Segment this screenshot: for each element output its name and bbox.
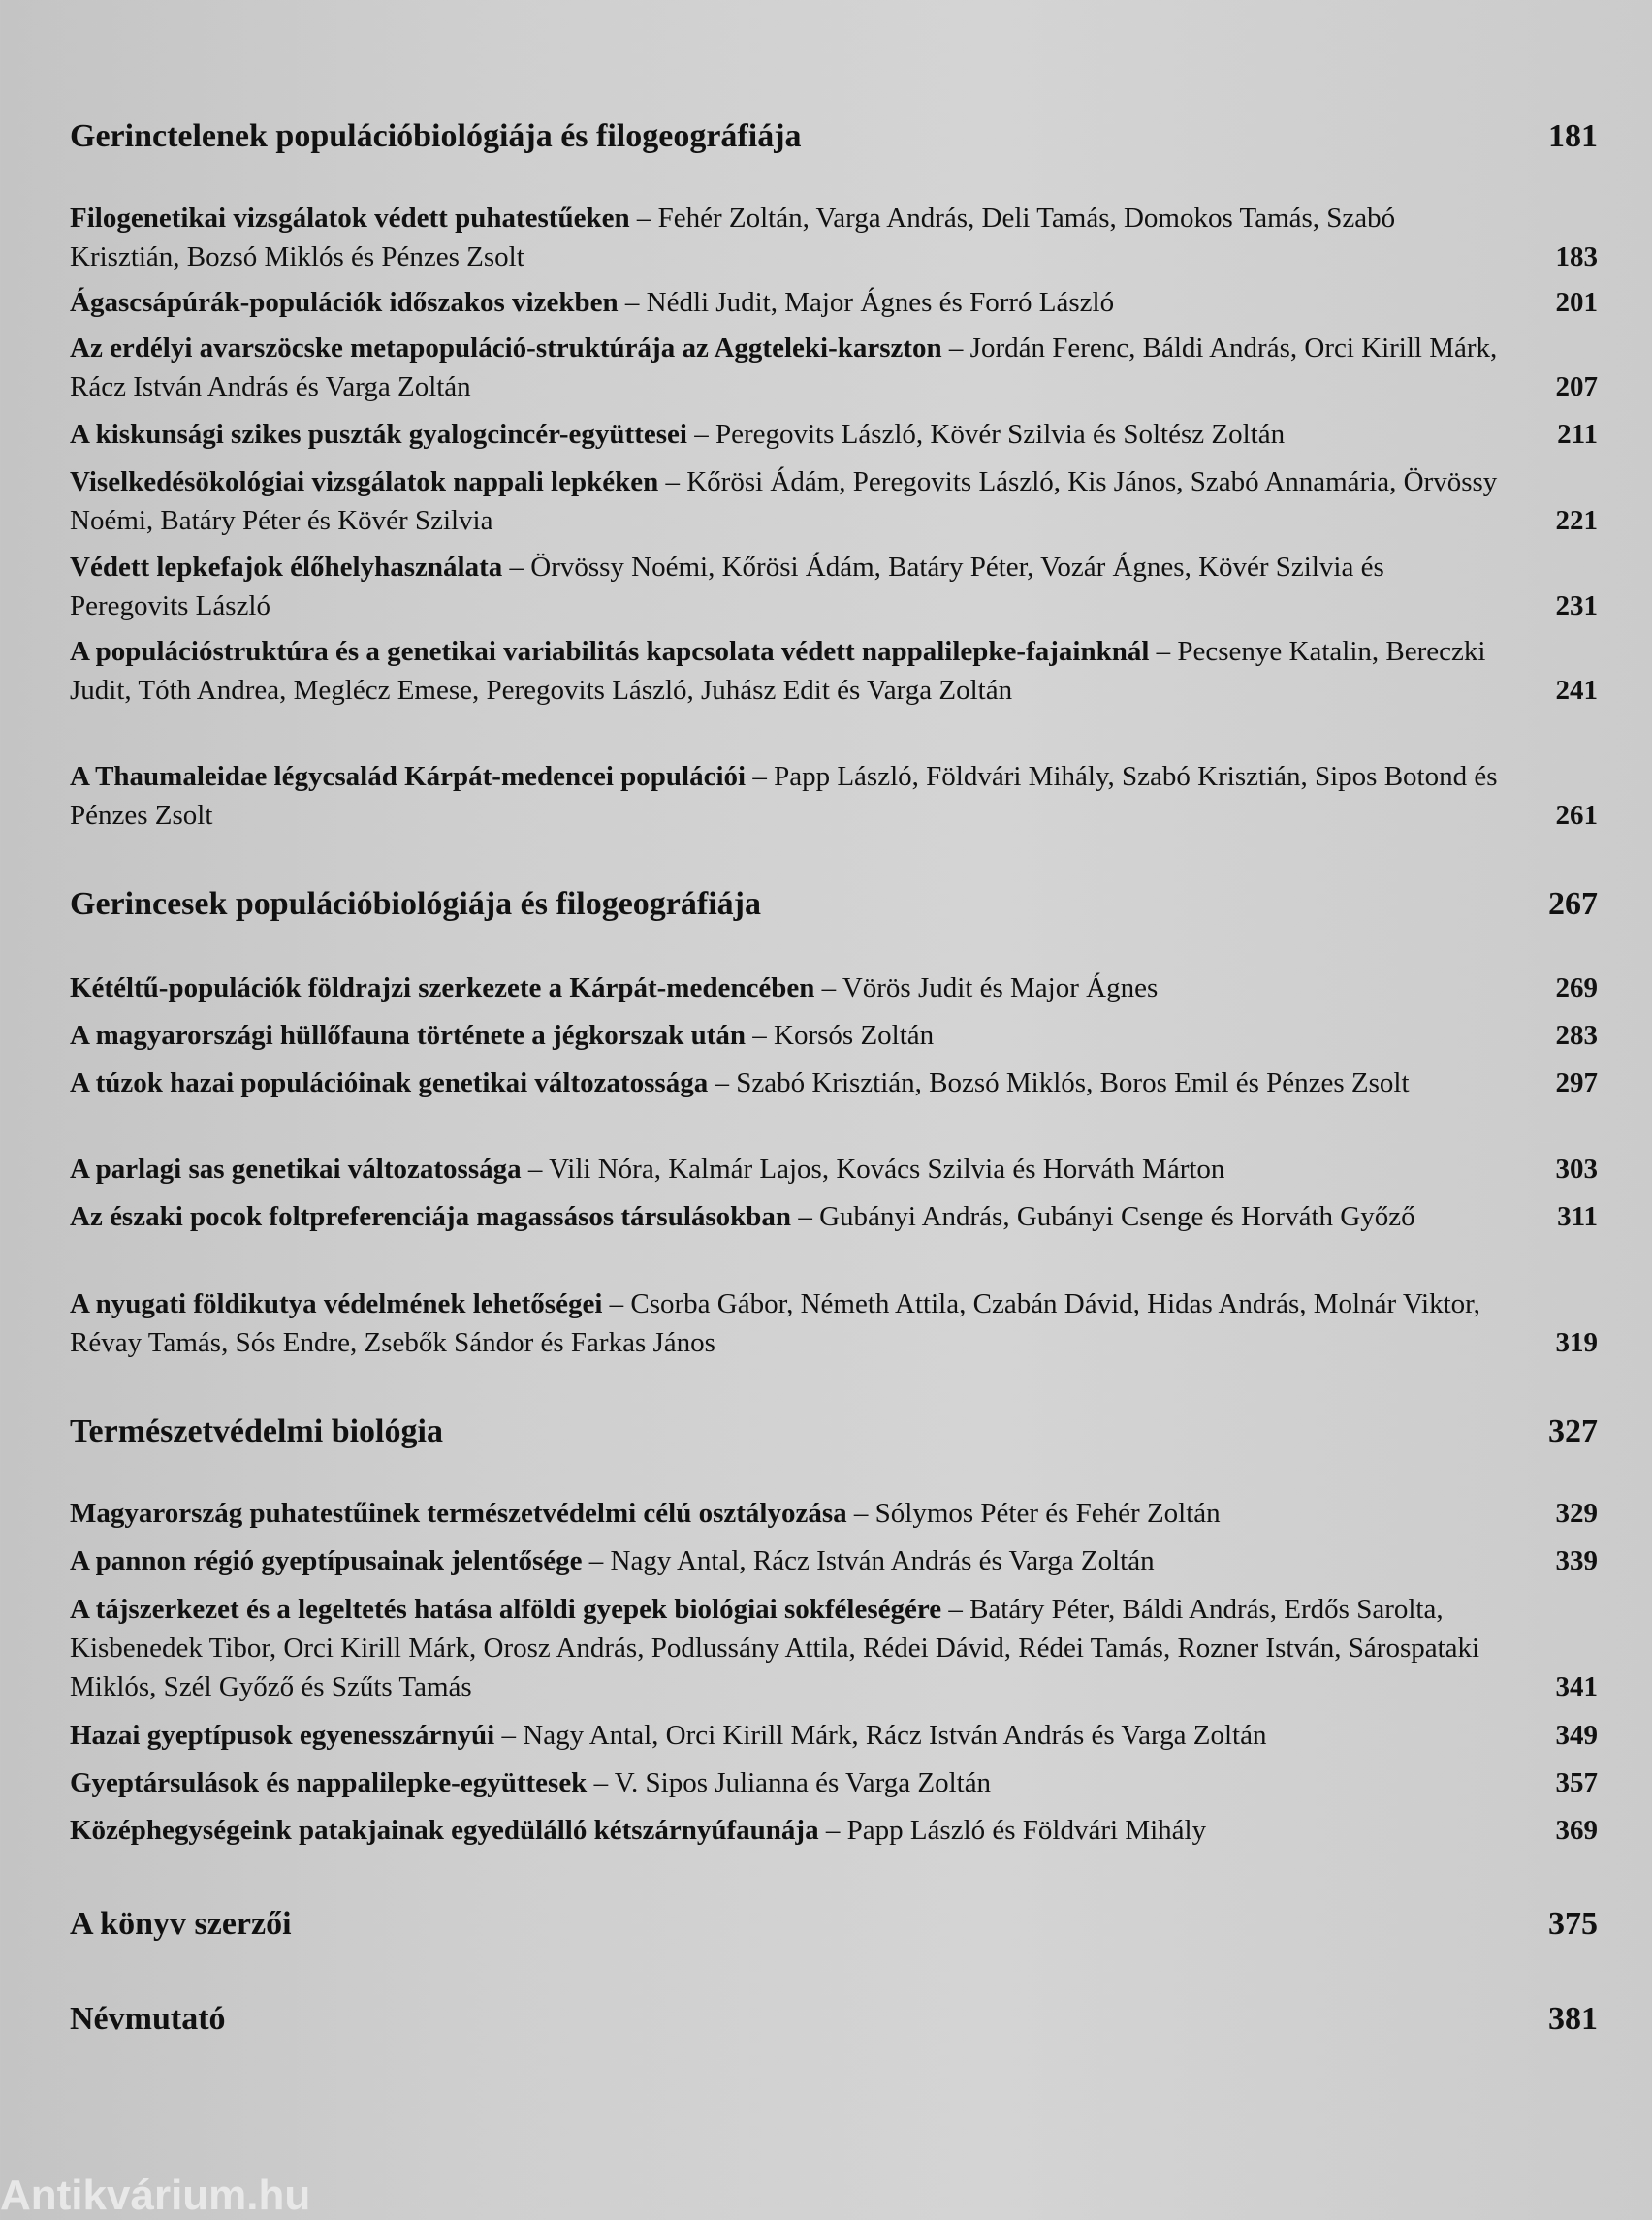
- entry-authors: – Batáry Péter, Báldi András, Erdős Sarolta, Kisbenedek Tibor, Orci Kirill Márk, Orosz András, Podlussány Attila, Rédei Dávid, Rédei Tamás, Rozner István, Sárospataki Miklós, Szél Győző és Szűts Tamás: [70, 1594, 1480, 1702]
- page-number: 267: [1548, 886, 1598, 922]
- entry-authors: – Kőrösi Ádám, Peregovits László, Kis János, Szabó Annamária, Örvössy Noémi, Batáry Péter és Kövér Szilvia: [70, 466, 1498, 536]
- page-number: 269: [1555, 972, 1598, 1003]
- entry-title: A túzok hazai populációinak genetikai változatossága: [70, 1067, 709, 1098]
- page-number: 357: [1555, 1767, 1598, 1798]
- entry-title: A nyugati földikutya védelmének lehetőségei: [70, 1288, 603, 1319]
- entry-authors: – Örvössy Noémi, Kőrösi Ádám, Batáry Péter, Vozár Ágnes, Kövér Szilvia és Peregovits László: [70, 552, 1384, 621]
- entry-authors: – Vili Nóra, Kalmár Lajos, Kovács Szilvia és Horváth Márton: [521, 1154, 1225, 1185]
- toc-entry: [70, 1016, 1598, 1055]
- entry-authors: – V. Sipos Julianna és Varga Zoltán: [587, 1767, 992, 1798]
- entry-title: A populációstruktúra és a genetikai variabilitás kapcsolata védett nappalilepke-fajainknál: [70, 636, 1150, 667]
- toc-entry: [70, 968, 1598, 1007]
- page-number: 211: [1557, 419, 1598, 450]
- page-number: 181: [1548, 118, 1598, 154]
- page-number: 369: [1555, 1815, 1598, 1846]
- toc-entry: [70, 632, 1598, 710]
- page-number: 375: [1548, 1906, 1598, 1942]
- entry-title: Ágascsápúrák-populációk időszakos vizekben: [70, 287, 619, 318]
- toc-entry: [70, 1197, 1598, 1236]
- section-title: Névmutató: [70, 2001, 226, 2037]
- toc-entry: [70, 548, 1598, 625]
- entry-title: Az északi pocok foltpreferenciája magassásos társulásokban: [70, 1201, 792, 1232]
- entry-title: A parlagi sas genetikai változatossága: [70, 1154, 522, 1185]
- section-title: Természetvédelmi biológia: [70, 1413, 443, 1449]
- page-number: 221: [1555, 505, 1598, 536]
- page-number: 311: [1557, 1201, 1598, 1232]
- page-number: 349: [1555, 1720, 1598, 1751]
- entry-authors: – Gubányi András, Gubányi Csenge és Horváth Győző: [791, 1201, 1415, 1232]
- toc-entry: [70, 1541, 1598, 1580]
- page-number: 283: [1555, 1020, 1598, 1051]
- toc-entry: [70, 1763, 1598, 1802]
- entry-title: A pannon régió gyeptípusainak jelentősége: [70, 1545, 583, 1576]
- section-heading: [70, 886, 1598, 923]
- entry-authors: – Vörös Judit és Major Ágnes: [814, 972, 1159, 1003]
- page-number: 201: [1555, 287, 1598, 318]
- watermark: Antikvárium.hu: [0, 2172, 311, 2219]
- page-number: 341: [1555, 1671, 1598, 1702]
- section-heading: [70, 2001, 1598, 2038]
- toc-entry: [70, 1811, 1598, 1850]
- toc-entry: [70, 1716, 1598, 1755]
- page-number: 319: [1555, 1327, 1598, 1358]
- entry-authors: – Pecsenye Katalin, Bereczki Judit, Tóth Andrea, Meglécz Emese, Peregovits László, Juhász Edit és Varga Zoltán: [70, 636, 1486, 706]
- entry-title: Filogenetikai vizsgálatok védett puhatestűeken: [70, 203, 630, 234]
- entry-title: Gyeptársulások és nappalilepke-együttesek: [70, 1767, 588, 1798]
- entry-authors: – Fehér Zoltán, Varga András, Deli Tamás, Domokos Tamás, Szabó Krisztián, Bozsó Miklós és Pénzes Zsolt: [70, 203, 1396, 272]
- toc-entry: [70, 1150, 1598, 1189]
- entry-title: Kétéltű-populációk földrajzi szerkezete a Kárpát-medencében: [70, 972, 815, 1003]
- entry-authors: – Nagy Antal, Rácz István András és Varga Zoltán: [582, 1545, 1155, 1576]
- entry-title: Védett lepkefajok élőhelyhasználata: [70, 552, 503, 583]
- section-title: Gerincesek populációbiológiája és filogeográfiája: [70, 886, 761, 922]
- page-number: 329: [1555, 1498, 1598, 1529]
- entry-authors: – Szabó Krisztián, Bozsó Miklós, Boros Emil és Pénzes Zsolt: [708, 1067, 1410, 1098]
- entry-title: Középhegységeink patakjainak egyedülálló kétszárnyúfaunája: [70, 1815, 819, 1846]
- toc-entry: [70, 1063, 1598, 1102]
- page-number: 327: [1548, 1413, 1598, 1449]
- page-number: 303: [1555, 1154, 1598, 1185]
- toc-entry: [70, 1494, 1598, 1533]
- entry-authors: – Jordán Ferenc, Báldi András, Orci Kirill Márk, Rácz István András és Varga Zoltán: [70, 333, 1498, 402]
- page-number: 231: [1555, 590, 1598, 621]
- page-number: 297: [1555, 1067, 1598, 1098]
- entry-authors: – Csorba Gábor, Németh Attila, Czabán Dávid, Hidas András, Molnár Viktor, Révay Tamás, Sós Endre, Zsebők Sándor és Farkas János: [70, 1288, 1480, 1358]
- section-title: Gerinctelenek populációbiológiája és filogeográfiája: [70, 118, 802, 154]
- entry-authors: – Nagy Antal, Orci Kirill Márk, Rácz István András és Varga Zoltán: [494, 1720, 1267, 1751]
- entry-authors: – Nédli Judit, Major Ágnes és Forró László: [618, 287, 1115, 318]
- entry-authors: – Sólymos Péter és Fehér Zoltán: [846, 1498, 1221, 1529]
- toc-entry: [70, 1590, 1598, 1706]
- entry-authors: – Korsós Zoltán: [746, 1020, 935, 1051]
- toc-entry: [70, 462, 1598, 540]
- entry-title: Magyarország puhatestűinek természetvédelmi célú osztályozása: [70, 1498, 847, 1529]
- entry-authors: – Peregovits László, Kövér Szilvia és Soltész Zoltán: [686, 419, 1286, 450]
- page-number: 261: [1555, 800, 1598, 831]
- section-heading: [70, 1906, 1598, 1943]
- toc-entry: [70, 1284, 1598, 1362]
- entry-title: A Thaumaleidae légycsalád Kárpát-medencei populációi: [70, 761, 747, 792]
- entry-title: A magyarországi hüllőfauna története a jégkorszak után: [70, 1020, 747, 1051]
- entry-title: A tájszerkezet és a legeltetés hatása alföldi gyepek biológiai sokféleségére: [70, 1594, 942, 1625]
- section-title: A könyv szerzői: [70, 1906, 292, 1942]
- toc-entry: [70, 329, 1598, 406]
- page-number: 241: [1555, 675, 1598, 706]
- entry-authors: – Papp László és Földvári Mihály: [818, 1815, 1207, 1846]
- page-number: 207: [1555, 371, 1598, 402]
- page-number: 339: [1555, 1545, 1598, 1576]
- entry-title: Hazai gyeptípusok egyenesszárnyúi: [70, 1720, 495, 1751]
- section-heading: [70, 118, 1598, 155]
- toc-entry: [70, 757, 1598, 835]
- section-heading: [70, 1413, 1598, 1450]
- toc-entry: [70, 283, 1598, 322]
- entry-title: Viselkedésökológiai vizsgálatok nappali lepkéken: [70, 466, 659, 497]
- page-number: 183: [1555, 241, 1598, 272]
- entry-authors: – Papp László, Földvári Mihály, Szabó Krisztián, Sipos Botond és Pénzes Zsolt: [70, 761, 1498, 831]
- entry-title: A kiskunsági szikes puszták gyalogcincér-együttesei: [70, 419, 687, 450]
- toc-entry: [70, 199, 1598, 276]
- entry-title: Az erdélyi avarszöcske metapopuláció-struktúrája az Aggteleki-karszton: [70, 333, 942, 364]
- toc-entry: [70, 415, 1598, 454]
- page-number: 381: [1548, 2001, 1598, 2037]
